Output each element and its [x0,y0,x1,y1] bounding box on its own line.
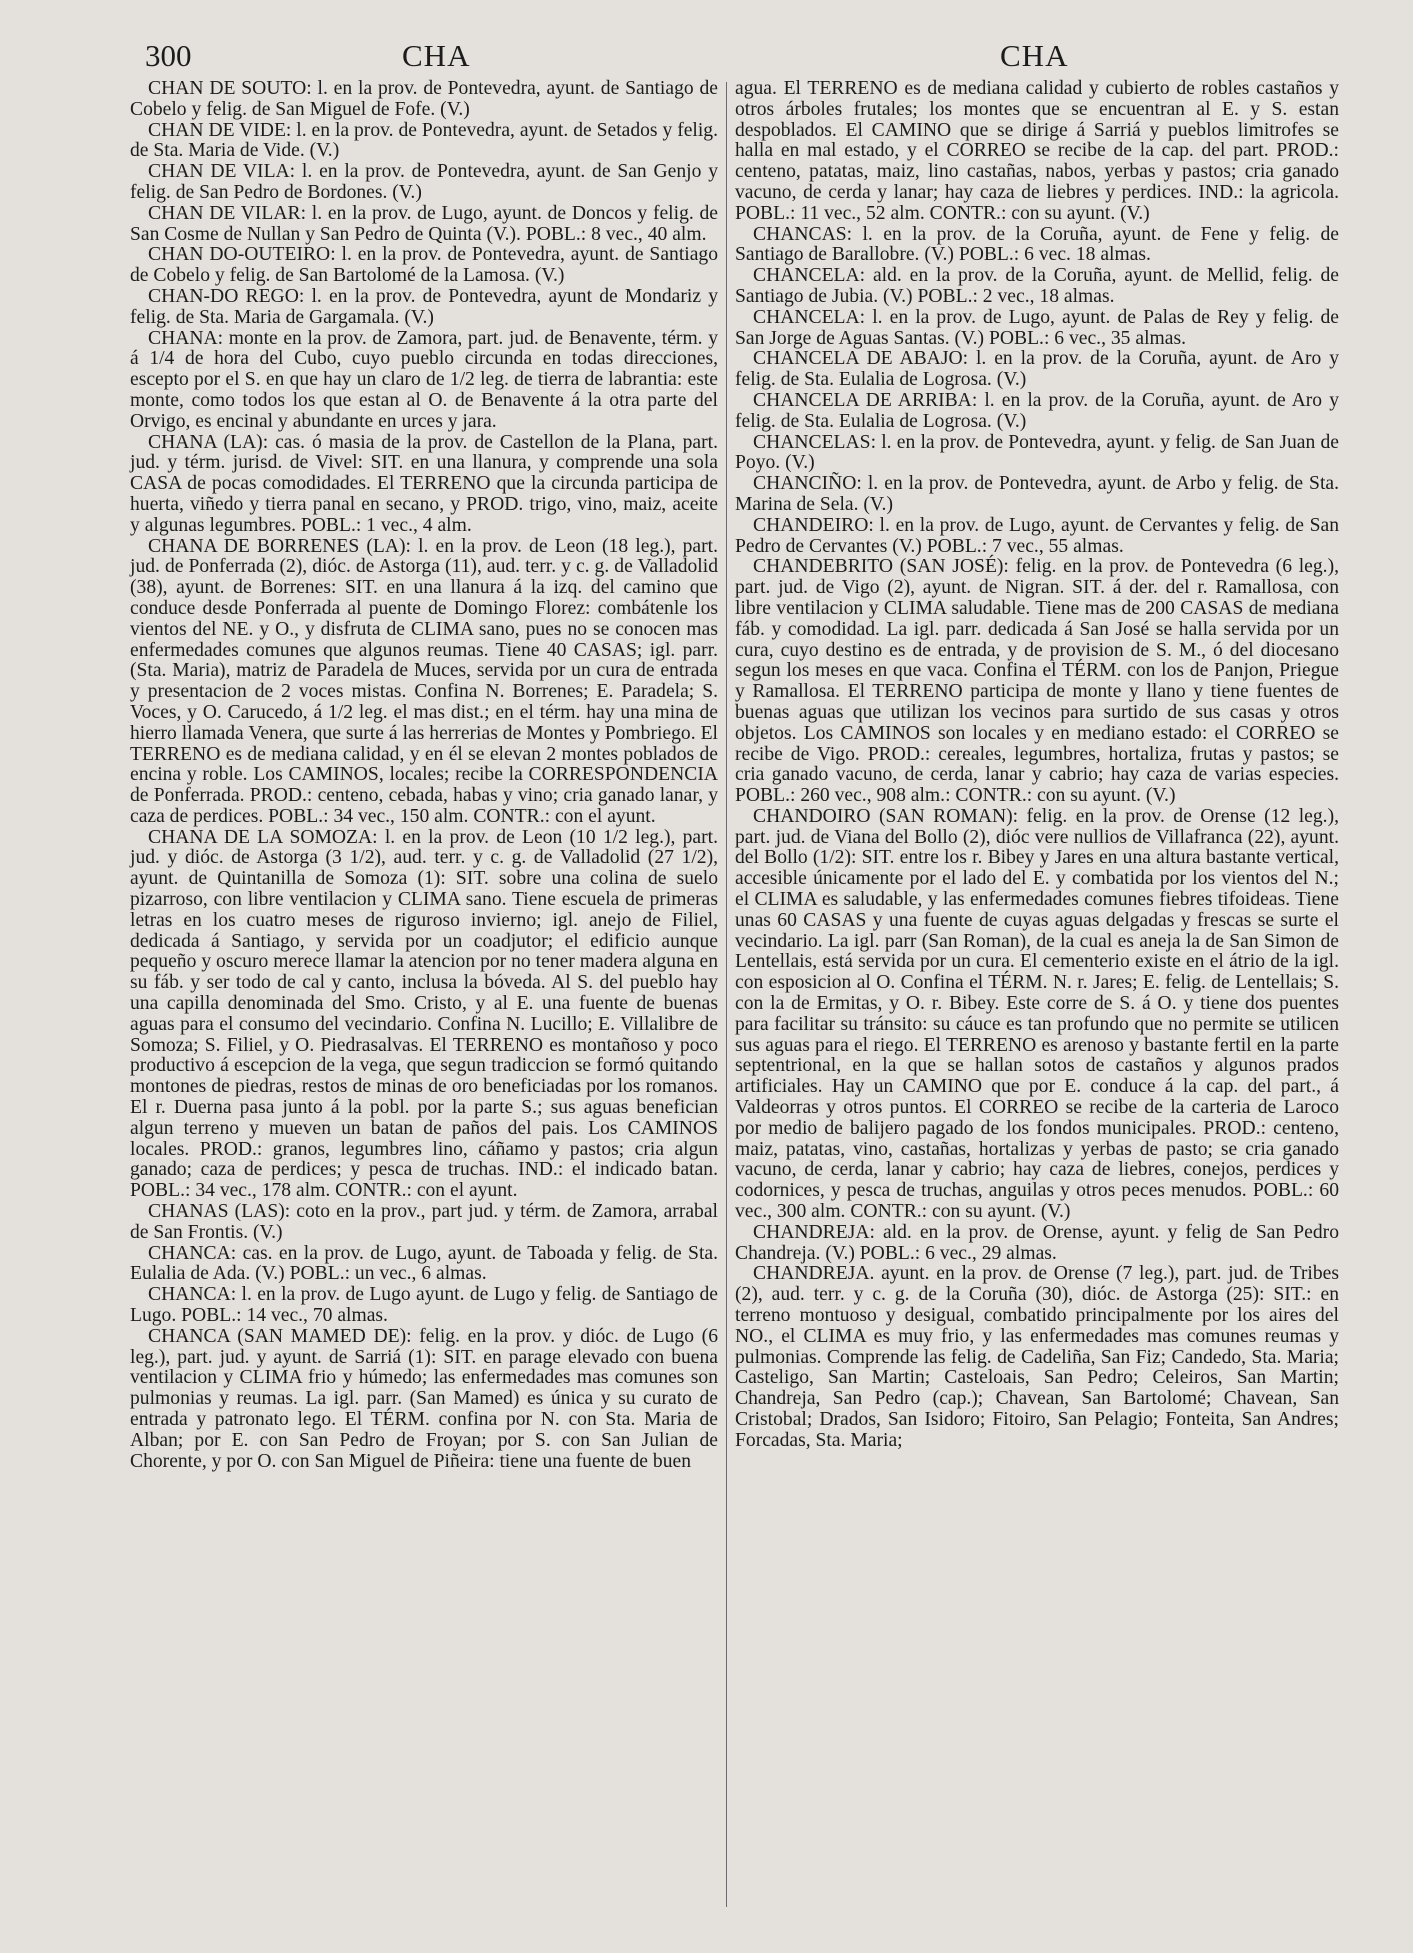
entry-chandreja-ald: CHANDREJA: ald. en la prov. de Orense, ayunt. y felig de San Pedro Chandreja. (V.) POBL.: 6 vec., 29 almas. [735,1221,1339,1264]
entry-chana-de-borrenes: CHANA DE BORRENES (LA): l. en la prov. de Leon (18 leg.), part. jud. de Ponferrada (2), dióc. de Astorga (11), aud. terr. y c. g. de Valladolid (38), ayunt. de Borrenes: SIT. en una llanura á la izq. del camino que conduce desde Ponferrada al puente de Domingo Florez: combátenle los vientos del NE. y O., y disfruta de CLIMA sano, pues no se conocen mas enfermedades comunes que algunos reumas. Tiene 40 CASAS; igl. parr. (Sta. Maria), matriz de Paradela de Muces, servida por un cura de entrada y presentacion de 2 voces mistas. Confina N. Borrenes; E. Paradela; S. Voces, y O. Carucedo, á 1/2 leg. el mas dist.; en el térm. hay una mina de hierro llamada Venera, que surte á las herrerias de Montes y Pombriego. El TERRENO es de mediana calidad, y en él se elevan 2 montes poblados de encina y roble. Los CAMINOS, locales; recibe la CORRESPONDENCIA de Ponferrada. PROD.: centeno, cebada, habas y vino; cria ganado lanar, y caza de perdices. POBL.: 34 vec., 150 alm. CONTR.: con el ayunt. [130,535,718,827]
entry-chancela-mellid: CHANCELA: ald. en la prov. de la Coruña, ayunt. de Mellid, felig. de Santiago de Jubia. (V.) POBL.: 2 vec., 18 almas. [735,265,1339,307]
entry-continuation: agua. El TERRENO es de mediana calidad y cubierto de robles castaños y otros árboles frutales; los montes que se encuentran al E. y S. estan despoblados. El CAMINO que se dirige á Sarriá y pueblos limitrofes se halla en mal estado, y el CORREO se recibe de la cap. del part. PROD.: centeno, patatas, maiz, lino castañas, nabos, yerbas y pastos; cria ganado vacuno, de cerda y lanar; hay caza de liebres y perdices. IND.: la agricola. POBL.: 11 vec., 52 alm. CONTR.: con su ayunt. (V.) [735,78,1339,224]
page-header [0,38,1413,78]
entry-chancas: CHANCAS: l. en la prov. de la Coruña, ayunt. de Fene y felig. de Santiago de Barallobre. (V.) POBL.: 6 vec. 18 almas. [735,223,1339,266]
entry-chan-do-rego: CHAN-DO REGO: l. en la prov. de Pontevedra, ayunt de Mondariz y felig. de Sta. Maria de Gargamala. (V.) [130,285,718,328]
entry-chancela-de-abajo: CHANCELA DE ABAJO: l. en la prov. de la Coruña, ayunt. de Aro y felig. de Sta. Eulalia de Logrosa. (V.) [735,348,1339,391]
entry-chana: CHANA: monte en la prov. de Zamora, part. jud. de Benavente, térm. y á 1/4 de hora del Cubo, cuyo pueblo circunda en todas direcciones, escepto por el S. en que hay un claro de 1/2 leg. de tierra de labrantia: este monte, como todos los que estan al O. de Benavente á la otra parte del Orvigo, es encinal y abundante en urces y jara. [130,327,718,432]
entry-chanca-lugo: CHANCA: l. en la prov. de Lugo ayunt. de Lugo y felig. de Santiago de Lugo. POBL.: 14 vec., 70 almas. [130,1284,718,1327]
entry-chan-do-outeiro: CHAN DO-OUTEIRO: l. en la prov. de Pontevedra, ayunt. de Santiago de Cobelo y felig. de San Bartolomé de la Lamosa. (V.) [130,244,718,287]
entry-chancela-palas: CHANCELA: l. en la prov. de Lugo, ayunt. de Palas de Rey y felig. de San Jorge de Aguas Santas. (V.) POBL.: 6 vec., 35 almas. [735,306,1339,349]
entry-chandreja-ayunt: CHANDREJA. ayunt. en la prov. de Orense (7 leg.), part. jud. de Tribes (2), aud. terr. y c. g. de la Coruña (30), dióc. de Astorga (25): SIT.: en terreno montuoso y desigual, combatido principalmente por los aires del NO., el CLIMA es muy frio, y las enfermedades mas comunes reumas y pulmonias. Comprende las felig. de Cadeliña, San Fiz; Candedo, Sta. Maria; Casteligo, San Martin; Casteloais, San Pedro; Celeiros, San Martin; Chandreja, San Pedro (cap.); Chavean, San Bartolomé; Chavean, San Cristobal; Drados, San Isidoro; Fitoiro, San Pelagio; Fonteita, San Andres; Forcadas, Sta. Maria; [735,1263,1339,1451]
entry-chancelas: CHANCELAS: l. en la prov. de Pontevedra, ayunt. y felig. de San Juan de Poyo. (V.) [735,431,1339,474]
entry-chandebrito: CHANDEBRITO (SAN JOSÉ): felig. en la prov. de Pontevedra (6 leg.), part. jud. de Vigo (2), ayunt. de Nigran. SIT. á der. del r. Ramallosa, con libre ventilacion y CLIMA saludable. Tiene mas de 200 CASAS de mediana fáb. y comodidad. La igl. parr. dedicada á San José se halla servida por un cura, cuyo destino es de entrada, y de provision de S. M., ó del diocesano segun los meses en que vaca. Confina el TÉRM. con los de Panjon, Priegue y Ramallosa. El TERRENO participa de monte y llano y tiene fuentes de buenas aguas que utilizan los vecinos para surtido de sus casas y otros objetos. Los CAMINOS son locales y en mediano estado: el CORREO se recibe de Vigo. PROD.: cereales, legumbres, hortaliza, frutas y pastos; se cria ganado vacuno, de cerda, lanar y cabrio; hay caza de varias especies. POBL.: 260 vec., 908 alm.: CONTR.: con su ayunt. (V.) [735,556,1339,807]
right-running-head: CHA [1000,38,1069,73]
column-divider [726,82,727,1907]
entry-chanca-taboada: CHANCA: cas. en la prov. de Lugo, ayunt. de Taboada y felig. de Sta. Eulalia de Ada. (V.) POBL.: un vec., 6 almas. [130,1242,718,1285]
entry-chandoiro: CHANDOIRO (SAN ROMAN): felig. en la prov. de Orense (12 leg.), part. jud. de Viana del Bollo (2), dióc vere nullios de Villafranca (22), ayunt. del Bollo (1/2): SIT. entre los r. Bibey y Jares en una altura bastante vertical, accesible únicamente por el lado del E. y combatida por los vientos del N.; el CLIMA es saludable, y las enfermedades comunes fiebres tifoideas. Tiene unas 60 CASAS y una fuente de cuyas aguas delgadas y frescas se surte el vecindario. La igl. parr (San Roman), de la cual es aneja la de San Simon de Lentellais, está servida por un cura. El cementerio existe en el átrio de la igl. con esposicion al O. Confina el TÉRM. N. r. Jares; E. felig. de Lentellais; S. con la de Ermitas, y O. r. Bibey. Este corre de S. á O. y tiene dos puentes para facilitar su tránsito: su cáuce es tan profundo que no permite se utilicen sus aguas para el riego. El TERRENO es arenoso y bastante fertil en la parte septentrional, en la que se hallan sotos de castaños y algunos prados artificiales. Hay un CAMINO que por E. conduce á la cap. del part., á Valdeorras y otros puntos. El CORREO se recibe de la carteria de Laroco por medio de balijero pagado de los fondos municipales. PROD.: centeno, maiz, patatas, vino, castañas, hortalizas y yerbas de pasto; se cria ganado vacuno, de cerda, lanar y cabrio; hay caza de liebres, conejos, perdices y codornices, y pesca de truchas, anguilas y otros peces menudos. POBL.: 60 vec., 300 alm. CONTR.: con su ayunt. (V.) [735,805,1339,1223]
entry-chancela-de-arriba: CHANCELA DE ARRIBA: l. en la prov. de la Coruña, ayunt. de Aro y felig. de Sta. Eulalia de Logrosa. (V.) [735,389,1339,432]
left-running-head: CHA [402,38,471,73]
entry-chan-de-souto: CHAN DE SOUTO: l. en la prov. de Pontevedra, ayunt. de Santiago de Cobelo y felig. de San Miguel de Fofe. (V.) [130,78,718,120]
entry-chan-de-vila: CHAN DE VILA: l. en la prov. de Pontevedra, ayunt. de San Genjo y felig. de San Pedro de Bordones. (V.) [130,161,718,203]
entry-chana-de-la-somoza: CHANA DE LA SOMOZA: l. en la prov. de Leon (10 1/2 leg.), part. jud. y dióc. de Astorga (3 1/2), aud. terr. y c. g. de Valladolid (27 1/2), ayunt. de Quintanilla de Somoza (1): SIT. sobre una colina de suelo pizarroso, con libre ventilacion y CLIMA sano. Tiene escuela de primeras letras en los cuatro meses de riguroso invierno; igl. anejo de Filiel, dedicada á Santiago, y servida por un coadjutor; el edificio aunque pequeño y oscuro merece llamar la atencion por no tener madera alguna en su fáb. y ser todo de cal y canto, inclusa la bóveda. Al S. del pueblo hay una capilla denominada del Smo. Cristo, y al E. una fuente de buenas aguas para el consumo del vecindario. Confina N. Lucillo; E. Villalibre de Somoza; S. Filiel, y O. Piedrasalvas. El TERRENO es montañoso y poco productivo á escepcion de la vega, que segun tradiccion se formó quitando montones de piedras, restos de minas de oro beneficiadas por los romanos. El r. Duerna pasa junto á la pobl. por la parte S.; sus aguas benefician algun terreno y mueven un batan de paños del pais. Los CAMINOS locales. PROD.: granos, legumbres lino, cáñamo y pastos; cria algun ganado; caza de perdices; y pesca de truchas. IND.: el indicado batan. POBL.: 34 vec., 178 alm. CONTR.: con el ayunt. [130,826,718,1202]
left-column [130,79,718,1472]
entry-chandeiro: CHANDEIRO: l. en la prov. de Lugo, ayunt. de Cervantes y felig. de San Pedro de Cervantes (V.) POBL.: 7 vec., 55 almas. [735,514,1339,557]
entry-chan-de-vide: CHAN DE VIDE: l. en la prov. de Pontevedra, ayunt. de Setados y felig. de Sta. Maria de Vide. (V.) [130,119,718,162]
entry-chana-la: CHANA (LA): cas. ó masia de la prov. de Castellon de la Plana, part. jud. y térm. jurisd. de Vivel: SIT. en una llanura, y comprende una sola CASA de pocas comodidades. El TERRENO que la circunda participa de huerta, viñedo y tierra panal en secano, y PROD. trigo, vino, maiz, aceite y algunas legumbres. POBL.: 1 vec., 4 alm. [130,431,718,536]
page-number: 300 [145,38,192,73]
entry-chan-de-vilar: CHAN DE VILAR: l. en la prov. de Lugo, ayunt. de Doncos y felig. de San Cosme de Nullan y San Pedro de Quinta (V.). POBL.: 8 vec., 40 alm. [130,202,718,245]
entry-chanca-san-mamed: CHANCA (SAN MAMED DE): felig. en la prov. y dióc. de Lugo (6 leg.), part. jud. y ayunt. de Sarriá (1): SIT. en parage elevado con buena ventilacion y CLIMA frio y húmedo; las enfermedades mas comunes son pulmonias y reumas. La igl. parr. (San Mamed) es única y su curato de entrada y patronato lego. El TÉRM. confina por N. con Sta. Maria de Alban; por E. con San Pedro de Froyan; por S. con San Julian de Chorente, y por O. con San Miguel de Piñeira: tiene una fuente de buen [130,1325,718,1472]
entry-chanas: CHANAS (LAS): coto en la prov., part jud. y térm. de Zamora, arrabal de San Frontis. (V.) [130,1201,718,1243]
entry-chancino: CHANCIÑO: l. en la prov. de Pontevedra, ayunt. de Arbo y felig. de Sta. Marina de Sela. (V.) [735,473,1339,515]
right-column [735,79,1339,1452]
